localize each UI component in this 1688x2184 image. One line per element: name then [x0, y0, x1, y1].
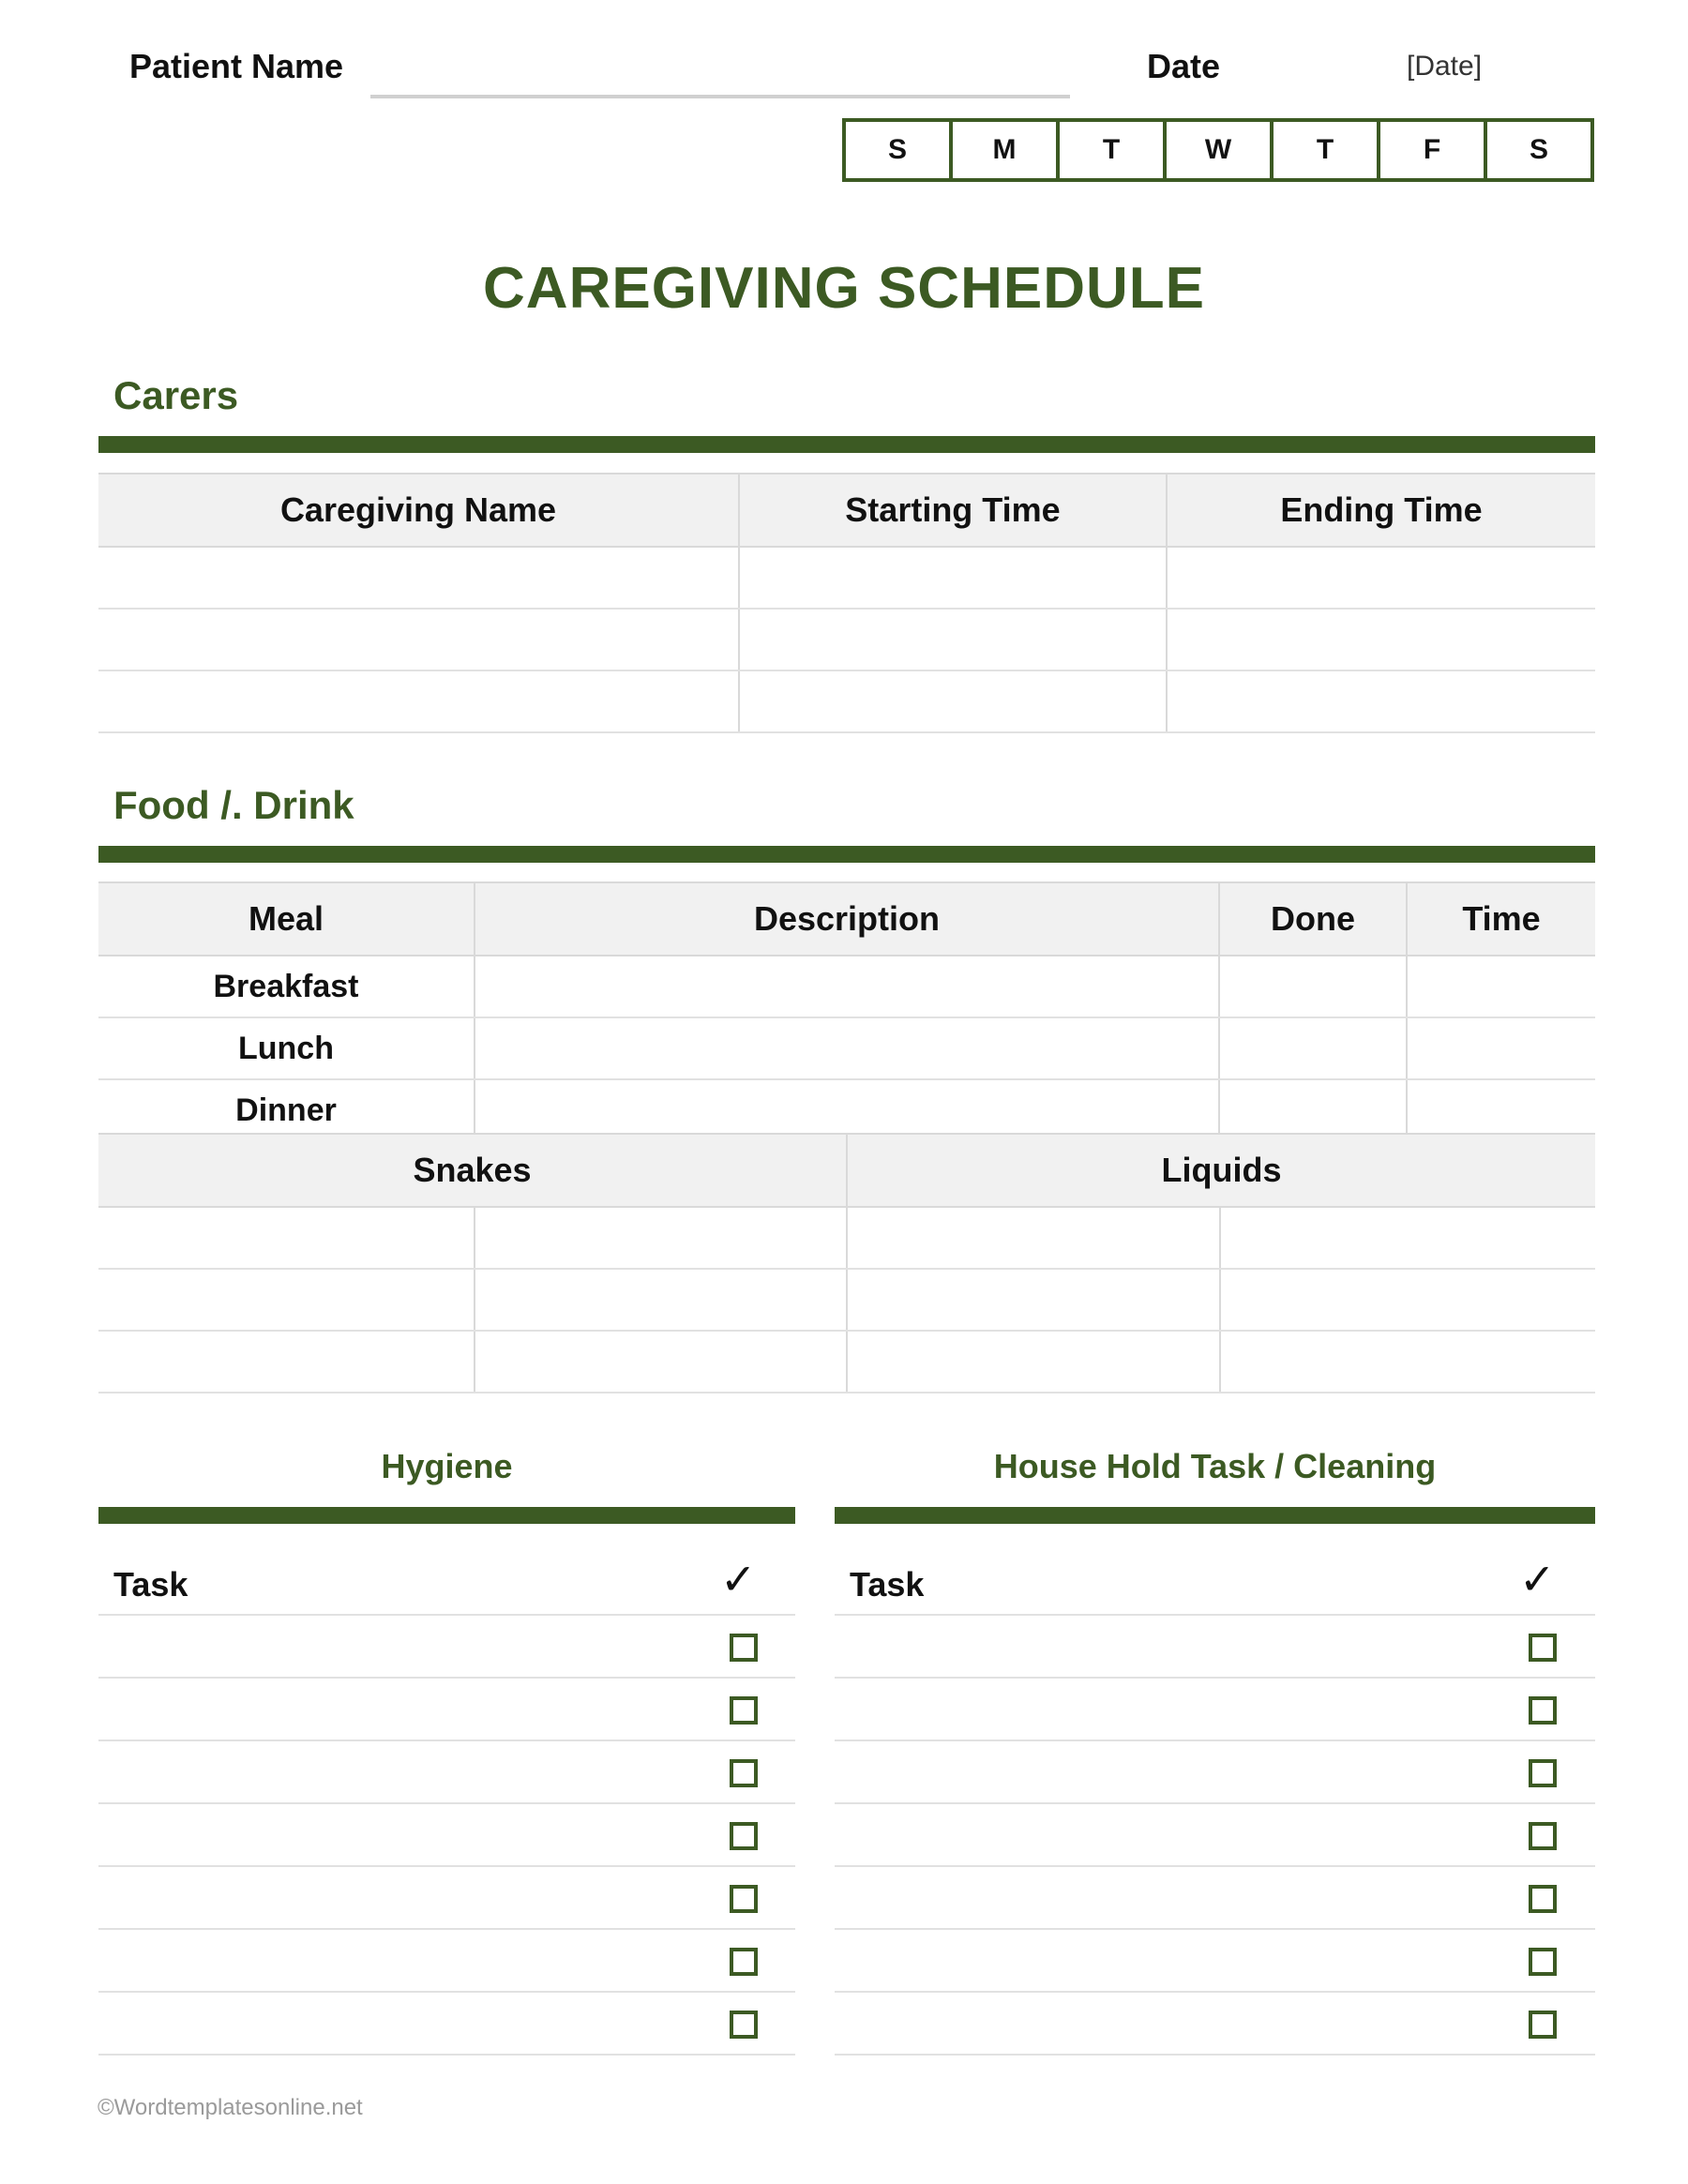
snack-cell[interactable] [98, 1331, 475, 1393]
snack-cell[interactable] [98, 1207, 475, 1269]
table-row [98, 547, 1595, 609]
household-divider [835, 1507, 1595, 1524]
carer-name-cell[interactable] [98, 547, 739, 609]
snack-cell[interactable] [475, 1331, 847, 1393]
meal-dinner: Dinner [98, 1079, 475, 1141]
task-checkbox[interactable] [730, 1696, 758, 1725]
food-section-title: Food /. Drink [113, 783, 354, 827]
col-done: Done [1219, 882, 1407, 956]
done-cell[interactable] [1219, 1017, 1407, 1079]
col-description: Description [475, 882, 1219, 956]
liquid-cell[interactable] [847, 1331, 1220, 1393]
carer-name-cell[interactable] [98, 609, 739, 670]
liquid-cell[interactable] [1220, 1207, 1595, 1269]
meals-table [98, 881, 1595, 1142]
task-row[interactable] [835, 1679, 1595, 1741]
col-liquids: Liquids [847, 1134, 1595, 1207]
end-time-cell[interactable] [1167, 670, 1595, 732]
end-time-cell[interactable] [1167, 609, 1595, 670]
task-header-row [98, 1554, 795, 1616]
carer-name-cell[interactable] [98, 670, 739, 732]
col-starting-time: Starting Time [739, 474, 1167, 547]
col-meal: Meal [98, 882, 475, 956]
day-sunday[interactable]: S [846, 122, 953, 178]
task-checkbox[interactable] [730, 1759, 758, 1787]
description-cell[interactable] [475, 1017, 1219, 1079]
col-snacks: Snakes [98, 1134, 847, 1207]
task-checkbox[interactable] [1529, 1759, 1557, 1787]
day-thursday[interactable]: T [1274, 122, 1380, 178]
date-label: Date [1147, 47, 1221, 85]
task-row[interactable] [98, 1931, 795, 1993]
liquid-cell[interactable] [847, 1207, 1220, 1269]
table-row [98, 670, 1595, 732]
time-cell[interactable] [1407, 956, 1595, 1017]
task-row[interactable] [98, 1805, 795, 1867]
table-row [98, 956, 1595, 1017]
meal-lunch: Lunch [98, 1017, 475, 1079]
hygiene-divider [98, 1507, 795, 1524]
col-time: Time [1407, 882, 1595, 956]
col-ending-time: Ending Time [1167, 474, 1595, 547]
task-row[interactable] [98, 1994, 795, 2056]
day-friday[interactable]: F [1380, 122, 1487, 178]
table-row [98, 1017, 1595, 1079]
task-row[interactable] [98, 1679, 795, 1741]
task-checkbox[interactable] [1529, 1948, 1557, 1976]
task-checkbox[interactable] [1529, 1634, 1557, 1662]
task-row[interactable] [835, 1931, 1595, 1993]
day-wednesday[interactable]: W [1167, 122, 1274, 178]
weekday-selector [842, 118, 1594, 182]
snacks-liquids-table [98, 1133, 1595, 1393]
task-column-label: Task [113, 1565, 188, 1604]
checkmark-icon: ✓ [720, 1555, 757, 1604]
day-saturday[interactable]: S [1529, 134, 1548, 165]
task-checkbox[interactable] [1529, 1822, 1557, 1850]
task-checkbox[interactable] [730, 1948, 758, 1976]
start-time-cell[interactable] [739, 609, 1167, 670]
description-cell[interactable] [475, 956, 1219, 1017]
start-time-cell[interactable] [739, 670, 1167, 732]
meal-breakfast: Breakfast [98, 956, 475, 1017]
hygiene-section-title: Hygiene [381, 1447, 513, 1485]
task-row[interactable] [835, 1742, 1595, 1804]
task-row[interactable] [98, 1742, 795, 1804]
food-divider [98, 846, 1595, 863]
table-row [98, 1331, 1595, 1393]
task-checkbox[interactable] [730, 1822, 758, 1850]
liquid-cell[interactable] [1220, 1269, 1595, 1331]
task-checkbox[interactable] [1529, 2011, 1557, 2039]
liquid-cell[interactable] [1220, 1331, 1595, 1393]
day-tuesday[interactable]: T [1060, 122, 1167, 178]
task-column-label: Task [850, 1565, 925, 1604]
task-row[interactable] [98, 1617, 795, 1679]
task-checkbox[interactable] [730, 2011, 758, 2039]
task-checkbox[interactable] [730, 1885, 758, 1913]
day-monday[interactable]: M [953, 122, 1060, 178]
household-section-title: House Hold Task / Cleaning [993, 1447, 1437, 1485]
task-row[interactable] [98, 1868, 795, 1930]
date-field[interactable]: [Date] [1407, 51, 1483, 82]
carers-table [98, 473, 1595, 733]
checkmark-icon: ✓ [1519, 1555, 1556, 1604]
table-row [98, 1207, 1595, 1269]
done-cell[interactable] [1219, 956, 1407, 1017]
patient-name-field[interactable] [370, 95, 1070, 98]
page-title: CAREGIVING SCHEDULE [483, 256, 1205, 321]
col-caregiving-name: Caregiving Name [98, 474, 739, 547]
task-row[interactable] [835, 1617, 1595, 1679]
footer-credit: ©Wordtemplatesonline.net [98, 2095, 363, 2120]
time-cell[interactable] [1407, 1017, 1595, 1079]
snack-cell[interactable] [98, 1269, 475, 1331]
snack-cell[interactable] [475, 1269, 847, 1331]
carers-section-title: Carers [113, 373, 239, 417]
task-row[interactable] [835, 1994, 1595, 2056]
end-time-cell[interactable] [1167, 547, 1595, 609]
snack-cell[interactable] [475, 1207, 847, 1269]
task-row[interactable] [835, 1805, 1595, 1867]
task-checkbox[interactable] [1529, 1885, 1557, 1913]
table-row [98, 1269, 1595, 1331]
start-time-cell[interactable] [739, 547, 1167, 609]
task-header-row [835, 1554, 1595, 1616]
task-checkbox[interactable] [1529, 1696, 1557, 1725]
task-checkbox[interactable] [730, 1634, 758, 1662]
table-row [98, 609, 1595, 670]
carers-divider [98, 436, 1595, 453]
patient-name-label: Patient Name [129, 47, 344, 85]
task-row[interactable] [835, 1868, 1595, 1930]
liquid-cell[interactable] [847, 1269, 1220, 1331]
